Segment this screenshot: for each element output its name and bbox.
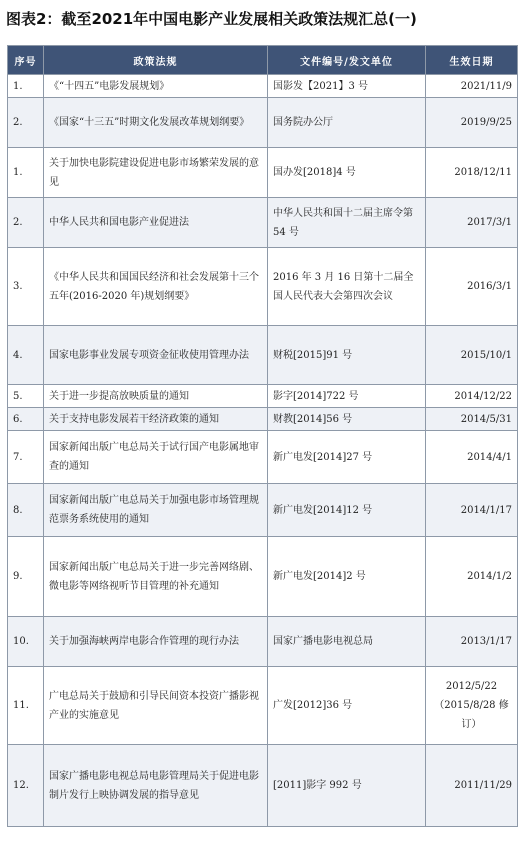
table-row: [8, 431, 518, 484]
seq-cell: 1.: [8, 75, 44, 98]
policy-cell: 国家电影事业发展专项资金征收使用管理办法: [44, 326, 268, 385]
policy-cell: 广电总局关于鼓励和引导民间资本投资广播影视产业的实施意见: [44, 667, 268, 745]
date-cell: 2011/11/29: [426, 745, 518, 827]
doc-cell: 国办发[2018]4 号: [268, 148, 426, 198]
date-cell: 2019/9/25: [426, 98, 518, 148]
table-row: [8, 484, 518, 537]
doc-cell: 中华人民共和国十二届主席令第 54 号: [268, 198, 426, 248]
table-header-row: [8, 46, 518, 75]
date-cell: 2016/3/1: [426, 248, 518, 326]
seq-cell: 3.: [8, 248, 44, 326]
policy-cell: 国家新闻出版广电总局关于加强电影市场管理规范票务系统使用的通知: [44, 484, 268, 537]
seq-cell: 12.: [8, 745, 44, 827]
date-cell: 2014/4/1: [426, 431, 518, 484]
seq-cell: 7.: [8, 431, 44, 484]
doc-cell: 新广电发[2014]12 号: [268, 484, 426, 537]
doc-cell: 影字[2014]722 号: [268, 385, 426, 408]
header-seq: 序号: [8, 46, 44, 75]
policy-cell: 关于加强海峡两岸电影合作管理的现行办法: [44, 617, 268, 667]
policy-cell: 国家新闻出版广电总局关于进一步完善网络剧、微电影等网络视听节目管理的补充通知: [44, 537, 268, 617]
table-row: [8, 198, 518, 248]
seq-cell: 9.: [8, 537, 44, 617]
doc-cell: 财教[2014]56 号: [268, 408, 426, 431]
date-cell: 2014/1/17: [426, 484, 518, 537]
table-row: [8, 385, 518, 408]
doc-cell: 国影发【2021】3 号: [268, 75, 426, 98]
date-cell: 2012/5/22（2015/8/28 修订）: [426, 667, 518, 745]
chart-title: 图表2：截至2021年中国电影产业发展相关政策法规汇总(一): [6, 10, 417, 28]
policy-table: [7, 45, 518, 827]
date-cell: 2017/3/1: [426, 198, 518, 248]
table-row: [8, 248, 518, 326]
policy-cell: 关于加快电影院建设促进电影市场繁荣发展的意见: [44, 148, 268, 198]
date-cell: 2018/12/11: [426, 148, 518, 198]
doc-cell: 2016 年 3 月 16 日第十二届全国人民代表大会第四次会议: [268, 248, 426, 326]
policy-cell: 《国家“十三五”时期文化发展改革规划纲要》: [44, 98, 268, 148]
seq-cell: 8.: [8, 484, 44, 537]
header-doc: 文件编号/发文单位: [268, 46, 426, 75]
table-row: [8, 326, 518, 385]
date-cell: 2013/1/17: [426, 617, 518, 667]
seq-cell: 11.: [8, 667, 44, 745]
date-cell: 2014/1/2: [426, 537, 518, 617]
date-cell: 2014/5/31: [426, 408, 518, 431]
seq-cell: 6.: [8, 408, 44, 431]
doc-cell: 广发[2012]36 号: [268, 667, 426, 745]
table-row: [8, 75, 518, 98]
doc-cell: 财税[2015]91 号: [268, 326, 426, 385]
seq-cell: 2.: [8, 198, 44, 248]
seq-cell: 2.: [8, 98, 44, 148]
table-row: [8, 667, 518, 745]
table-row: [8, 408, 518, 431]
header-date: 生效日期: [426, 46, 518, 75]
table-row: [8, 537, 518, 617]
doc-cell: 新广电发[2014]27 号: [268, 431, 426, 484]
doc-cell: [2011]影字 992 号: [268, 745, 426, 827]
policy-cell: 国家广播电影电视总局电影管理局关于促进电影制片发行上映协调发展的指导意见: [44, 745, 268, 827]
header-policy: 政策法规: [44, 46, 268, 75]
policy-cell: 国家新闻出版广电总局关于试行国产电影属地审查的通知: [44, 431, 268, 484]
policy-cell: 中华人民共和国电影产业促进法: [44, 198, 268, 248]
date-cell: 2021/11/9: [426, 75, 518, 98]
policy-cell: 关于支持电影发展若干经济政策的通知: [44, 408, 268, 431]
table-row: [8, 745, 518, 827]
date-cell: 2014/12/22: [426, 385, 518, 408]
table-row: [8, 98, 518, 148]
table-row: [8, 617, 518, 667]
doc-cell: 国务院办公厅: [268, 98, 426, 148]
date-cell: 2015/10/1: [426, 326, 518, 385]
seq-cell: 1.: [8, 148, 44, 198]
policy-cell: 《“十四五”电影发展规划》: [44, 75, 268, 98]
doc-cell: 新广电发[2014]2 号: [268, 537, 426, 617]
seq-cell: 5.: [8, 385, 44, 408]
seq-cell: 4.: [8, 326, 44, 385]
table-row: [8, 148, 518, 198]
policy-cell: 《中华人民共和国国民经济和社会发展第十三个五年(2016-2020 年)规划纲要》: [44, 248, 268, 326]
seq-cell: 10.: [8, 617, 44, 667]
doc-cell: 国家广播电影电视总局: [268, 617, 426, 667]
policy-cell: 关于进一步提高放映质量的通知: [44, 385, 268, 408]
